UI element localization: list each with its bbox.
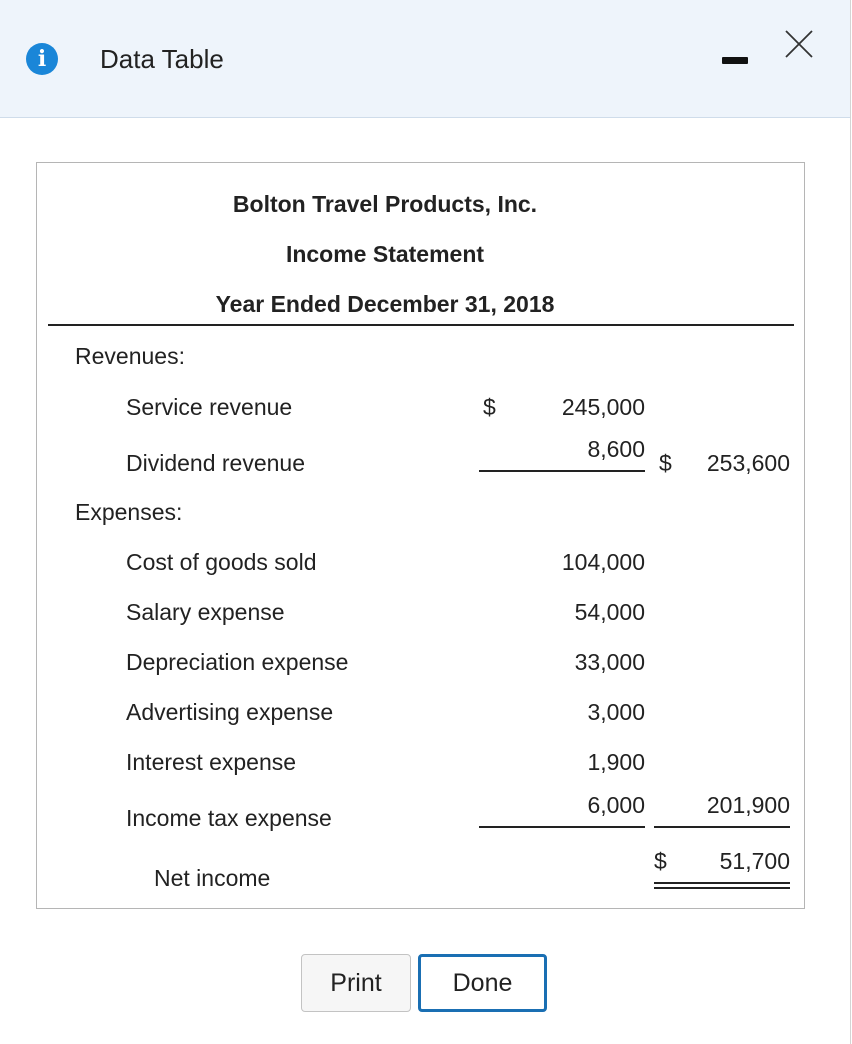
expense-amount: 104,000 xyxy=(561,549,645,575)
expense-label: Interest expense xyxy=(126,749,297,775)
total-revenue-amount: 253,600 xyxy=(706,450,790,476)
done-button[interactable]: Done xyxy=(418,954,547,1012)
subtotal-rule xyxy=(479,826,645,828)
revenue-dollar-sign: $ xyxy=(483,394,496,420)
revenues-heading: Revenues: xyxy=(75,343,185,369)
income-statement-table xyxy=(36,162,805,909)
minimize-button[interactable] xyxy=(722,54,748,66)
total-revenue-dollar-sign: $ xyxy=(659,450,672,476)
print-button[interactable]: Print xyxy=(301,954,411,1012)
minimize-icon xyxy=(722,57,748,64)
total-expenses-amount: 201,900 xyxy=(706,792,790,818)
revenue-label: Service revenue xyxy=(126,394,293,420)
revenue-amount: 245,000 xyxy=(561,394,645,420)
revenue-label: Dividend revenue xyxy=(126,450,306,476)
expense-label: Depreciation expense xyxy=(126,649,349,675)
close-button[interactable] xyxy=(784,29,814,59)
statement-period: Year Ended December 31, 2018 xyxy=(215,291,555,317)
dialog-titlebar xyxy=(0,0,850,118)
info-icon: i xyxy=(26,43,58,75)
expense-amount: 3,000 xyxy=(587,699,645,725)
statement-name: Income Statement xyxy=(285,241,485,267)
subtotal-rule xyxy=(479,470,645,472)
double-rule-bottom xyxy=(654,887,790,889)
dialog-title: Data Table xyxy=(100,44,224,74)
expenses-heading: Expenses: xyxy=(75,499,183,525)
total-rule xyxy=(654,826,790,828)
double-rule-top xyxy=(654,882,790,884)
expense-amount: 33,000 xyxy=(574,649,645,675)
expense-label: Cost of goods sold xyxy=(126,549,317,575)
expense-amount: 54,000 xyxy=(574,599,645,625)
expense-label: Advertising expense xyxy=(126,699,334,725)
net-income-dollar-sign: $ xyxy=(654,848,667,874)
net-income-amount: 51,700 xyxy=(719,848,790,874)
expense-amount: 1,900 xyxy=(587,749,645,775)
net-income-label: Net income xyxy=(154,865,271,891)
header-rule xyxy=(48,324,794,326)
expense-amount: 6,000 xyxy=(587,792,645,818)
close-icon xyxy=(784,29,814,59)
company-name: Bolton Travel Products, Inc. xyxy=(232,191,538,217)
expense-label: Salary expense xyxy=(126,599,285,625)
revenue-amount: 8,600 xyxy=(587,436,645,462)
expense-label: Income tax expense xyxy=(126,805,332,831)
